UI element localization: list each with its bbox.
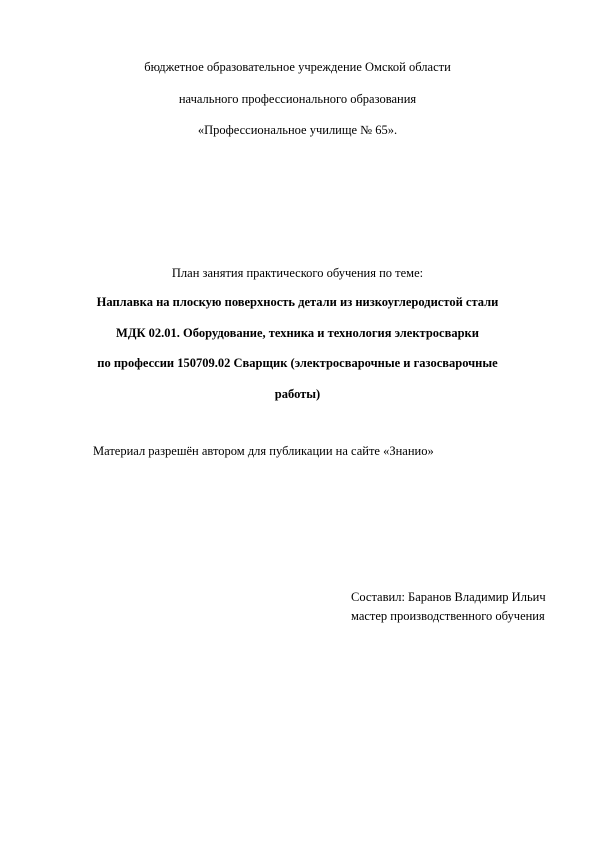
institution-line-2: начального профессионального образования bbox=[178, 92, 417, 106]
plan-profession-line-1: по профессии 150709.02 Сварщик (электросварочные и газосварочные bbox=[97, 356, 498, 370]
plan-intro: План занятия практического обучения по теме: bbox=[171, 266, 424, 280]
plan-topic: Наплавка на плоскую поверхность детали из низкоуглеродистой стали bbox=[96, 295, 499, 309]
institution-line-3: «Профессиональное училище № 65». bbox=[197, 123, 398, 137]
author-name: Составил: Баранов Владимир Ильич bbox=[351, 590, 546, 604]
institution-line-1: бюджетное образовательное учреждение Омской области bbox=[144, 60, 451, 74]
plan-module: МДК 02.01. Оборудование, техника и технология электросварки bbox=[116, 326, 479, 340]
author-position: мастер производственного обучения bbox=[351, 609, 545, 623]
plan-profession-line-2: работы) bbox=[274, 387, 321, 401]
publication-permission: Материал разрешён автором для публикации на сайте «Знанио» bbox=[93, 444, 434, 458]
